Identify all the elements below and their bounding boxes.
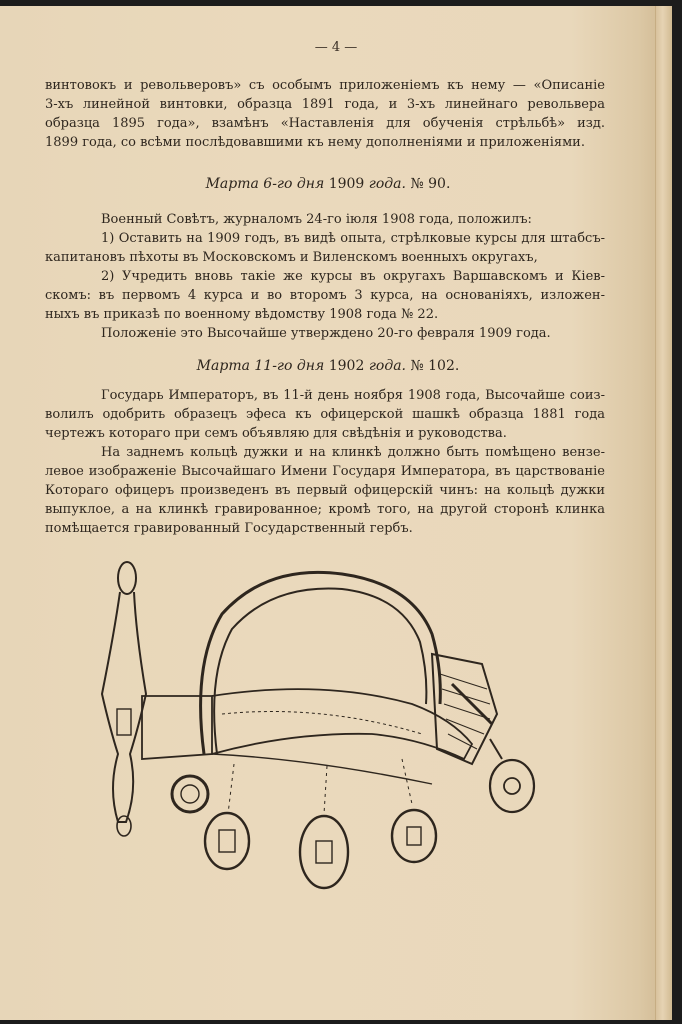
text-line: волилъ одобрить образецъ эфеса къ офицерской шашкѣ образца 1881 года [45, 407, 605, 422]
guard-front-view [102, 562, 146, 836]
text-line: скомъ: въ первомъ 4 курса и во второмъ 3 курса, на основаніяхъ, изложен- [45, 288, 605, 303]
order-2-text [45, 386, 605, 538]
page-edge [655, 6, 672, 1020]
text-line: 1) Оставить на 1909 годъ, въ видѣ опыта, стрѣлковые курсы для штабсъ- [101, 231, 605, 246]
heading-number: № 102. [410, 358, 460, 374]
heading-god: года. [368, 176, 406, 192]
heading-date: Марта 6-го дня [205, 176, 325, 192]
intro-paragraph [45, 76, 605, 152]
order-1-text [45, 210, 605, 343]
text-line: образца 1895 года», взамѣнъ «Наставленія для обученія стрѣльбѣ» изд. [45, 116, 605, 131]
heading-number: № 90. [410, 176, 451, 192]
heading-god: года. [368, 358, 406, 374]
text-line: выпуклое, а на клинкѣ гравированное; кромѣ того, на другой сторонѣ клинка [45, 502, 605, 517]
text-line: На заднемъ кольцѣ дужки и на клинкѣ должно быть помѣщено вензе- [101, 445, 605, 460]
text-line: винтовокъ и револьверовъ» съ особымъ приложеніемъ къ нему — «Описаніе [45, 78, 605, 93]
heading-year: 1909 [328, 176, 365, 192]
cap-nut [490, 739, 534, 812]
text-line: 2) Учредить вновь такіе же курсы въ округахъ Варшавскомъ и Кіев- [101, 269, 605, 284]
text-line: Котораго офицеръ произведенъ въ первый офицерскій чинъ: на кольцѣ дужки [45, 483, 605, 498]
text-line: ныхъ въ приказѣ по военному вѣдомству 1908 года № 22. [45, 307, 439, 322]
text-line: помѣщается гравированный Государственный гербъ. [45, 521, 413, 536]
rear-ring [172, 776, 208, 812]
order-heading-1 [0, 176, 656, 192]
text-line: чертежъ котораго при семъ объявляю для свѣдѣнія и руководства. [45, 426, 507, 441]
text-line: Государь Императоръ, въ 11-й день ноября 1908 года, Высочайше соиз- [101, 388, 605, 403]
sword-hilt-drawing [92, 554, 562, 904]
pommel [432, 654, 497, 764]
text-line: 3-хъ линейной винтовки, образца 1891 года, и 3-хъ линейнаго револьвера [45, 97, 605, 112]
heading-date: Марта 11-го дня [196, 358, 325, 374]
text-line: 1899 года, со всѣми послѣдовавшими къ нему дополненіями и приложеніями. [45, 135, 585, 150]
grip [142, 689, 472, 784]
page-number: — 4 — [314, 40, 358, 55]
heading-year: 1902 [328, 358, 365, 374]
text-line: левое изображеніе Высочайшаго Имени Государя Императора, въ царствованіе [45, 464, 605, 479]
grip-cross-sections [205, 810, 436, 888]
text-line: Военный Совѣтъ, журналомъ 24-го іюля 1908 года, положилъ: [101, 212, 532, 227]
order-heading-2 [0, 358, 656, 374]
text-line: капитановъ пѣхоты въ Московскомъ и Виленскомъ военныхъ округахъ, [45, 250, 538, 265]
text-line: Положеніе это Высочайше утверждено 20-го февраля 1909 года. [101, 326, 551, 341]
section-leaders [228, 759, 412, 814]
knuckle-bow [201, 572, 441, 754]
document-page [0, 6, 672, 1020]
